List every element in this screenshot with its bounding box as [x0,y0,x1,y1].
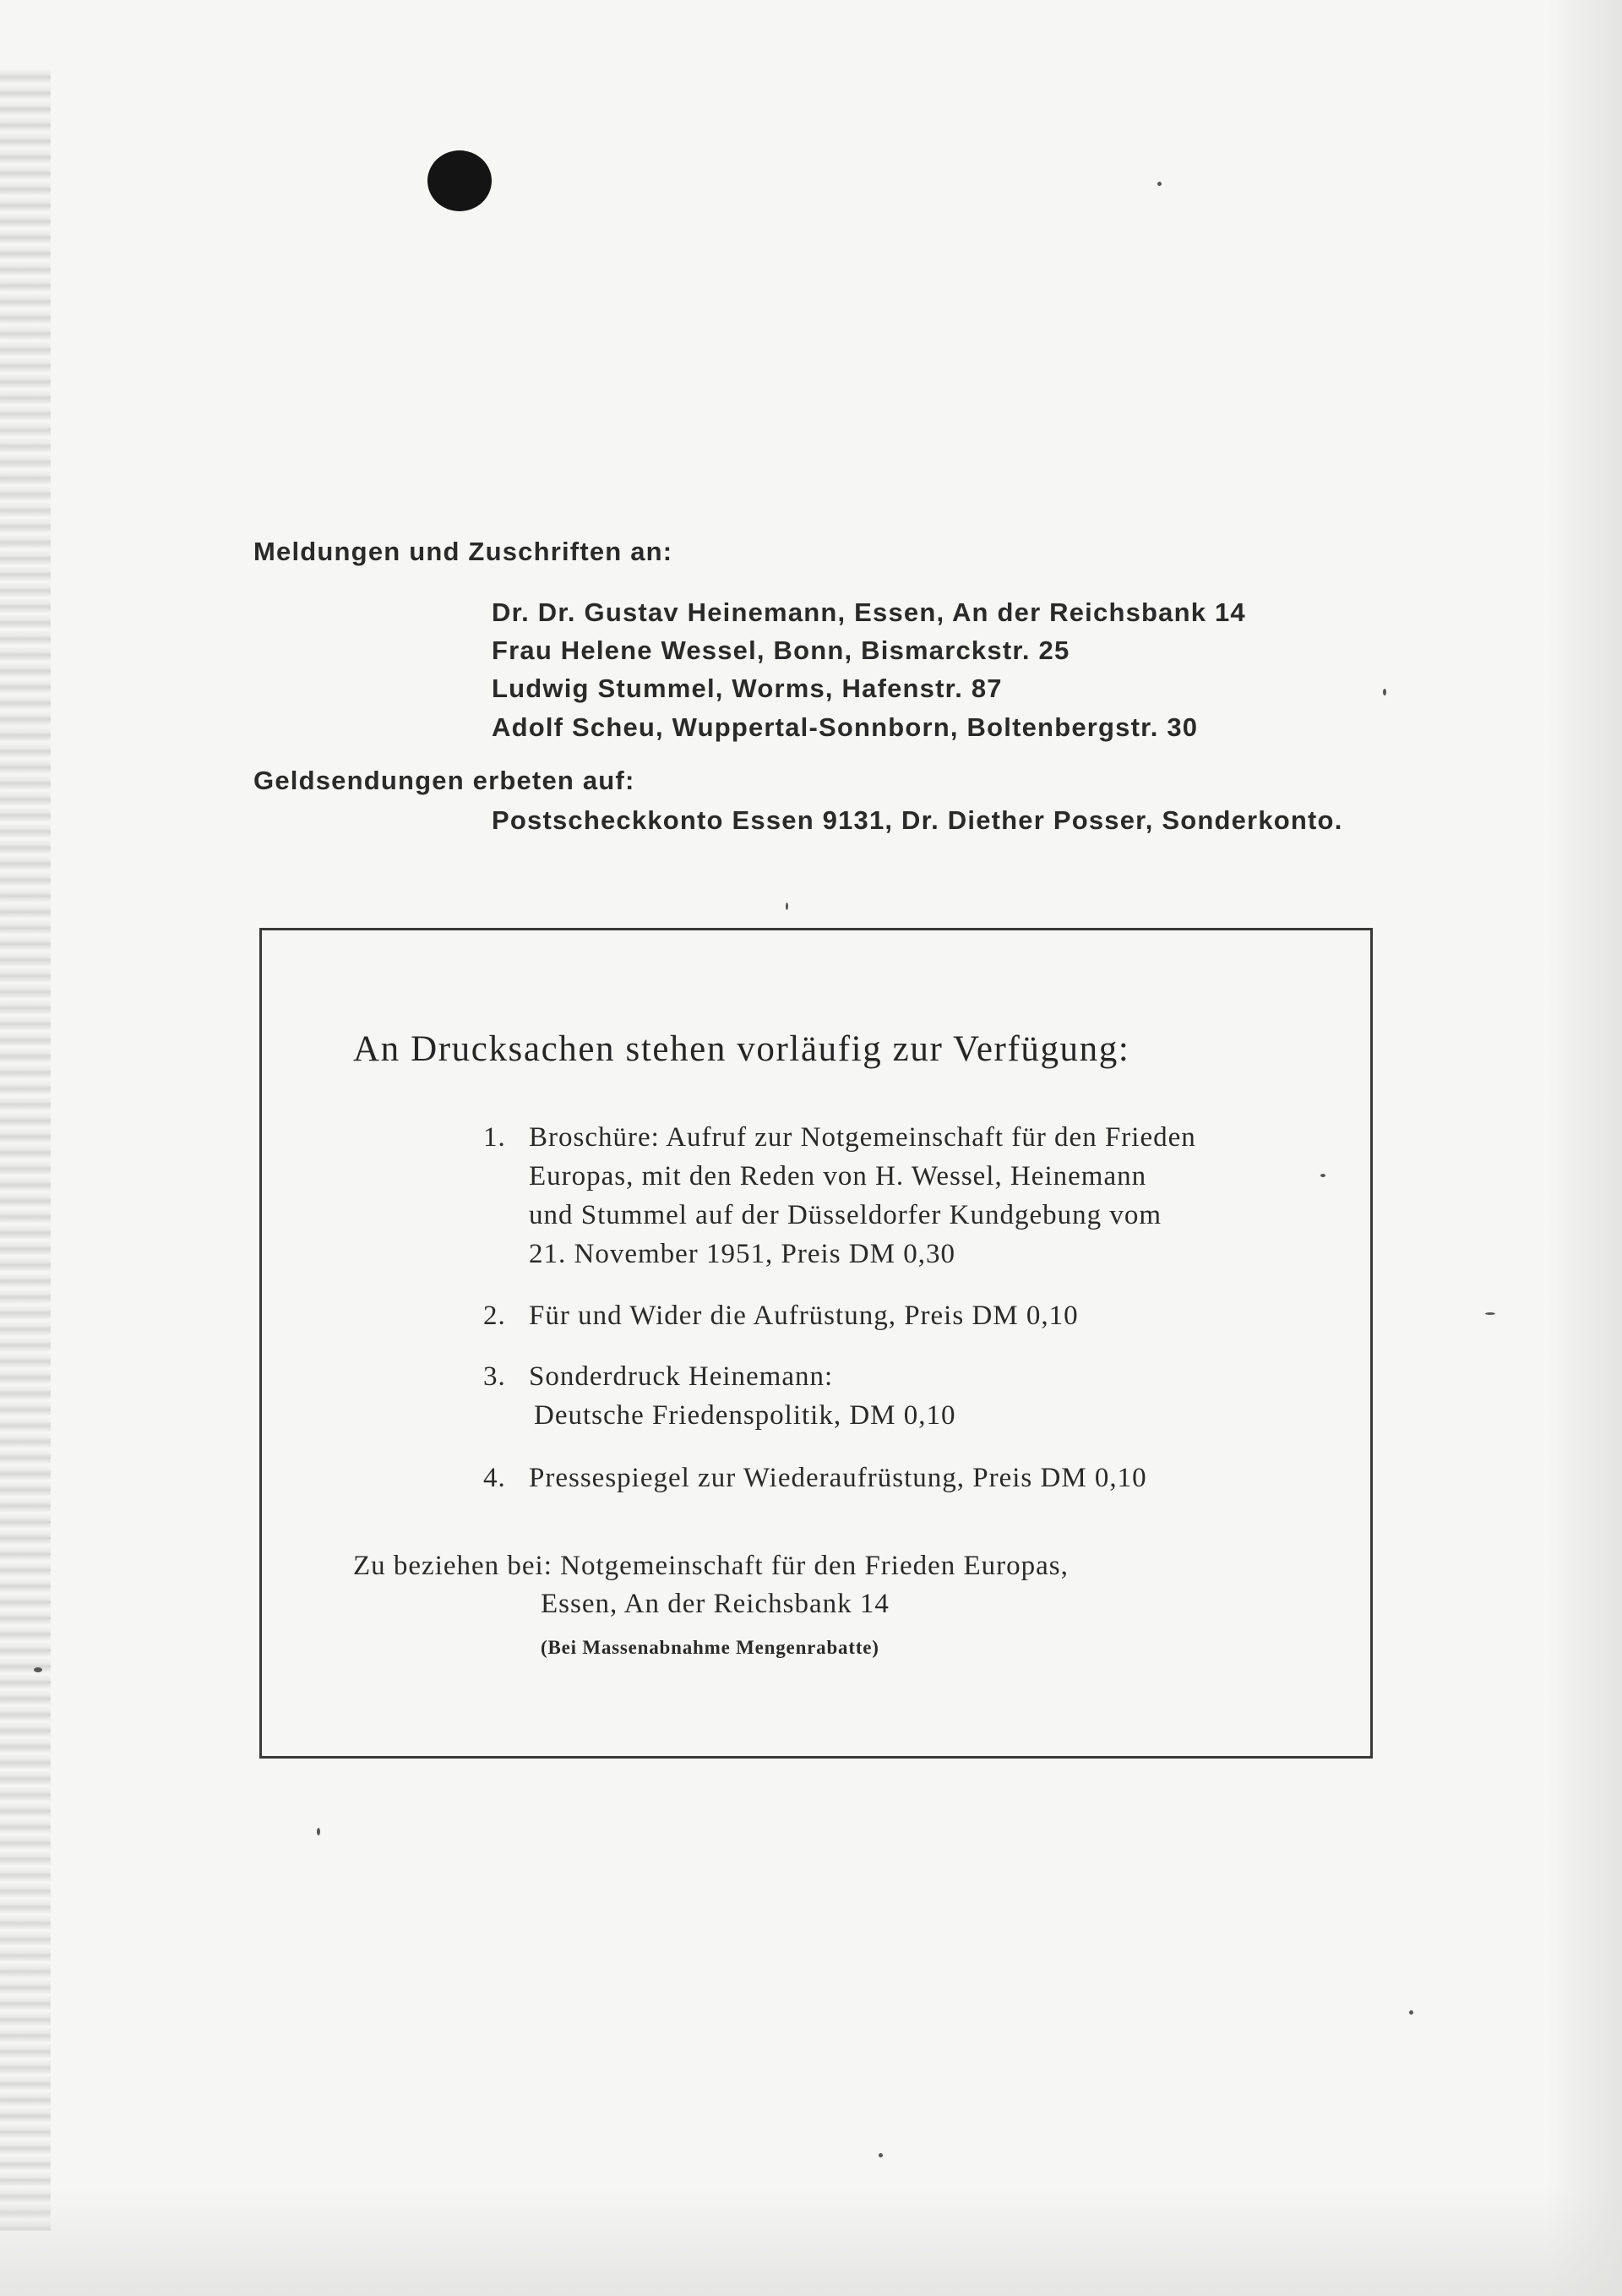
item-text-line: 21. November 1951, Preis DM 0,30 [529,1239,955,1269]
dust-speck [317,1828,320,1835]
contact-address: Ludwig Stummel, Worms, Hafenstr. 87 [492,674,1003,703]
item-text-line: und Stummel auf der Düsseldorfer Kundgebung vom [529,1200,1162,1230]
item-number: 1. [483,1122,506,1153]
item-text-line: Für und Wider die Aufrüstung, Preis DM 0,10 [529,1301,1079,1331]
order-address: Essen, An der Reichsbank 14 [541,1589,890,1619]
contact-address: Frau Helene Wessel, Bonn, Bismarckstr. 25 [492,635,1070,665]
punch-hole [427,150,492,211]
dust-speck [1157,182,1162,186]
item-text [529,1296,1079,1335]
dust-speck [879,2153,883,2157]
item-text [529,1118,1196,1273]
scan-edge-shadow-bottom [0,2186,1622,2296]
item-number: 3. [483,1361,506,1392]
scan-edge-shadow-left [0,68,51,2231]
dust-speck [1383,689,1386,695]
contact-address: Dr. Dr. Gustav Heinemann, Essen, An der Reichsbank 14 [492,597,1246,627]
item-text-line: Broschüre: Aufruf zur Notgemeinschaft für den Frieden [529,1122,1196,1153]
dust-speck [1409,2010,1413,2015]
item-text-line: Deutsche Friedenspolitik, DM 0,10 [534,1400,956,1431]
dust-speck [786,903,788,910]
dust-speck [34,1667,42,1672]
dust-speck [1485,1312,1495,1315]
scan-edge-shadow-right [1546,0,1622,2296]
contact-address: Adolf Scheu, Wuppertal-Sonnborn, Boltenbergstr. 30 [492,712,1199,742]
item-text [529,1357,956,1435]
order-note: (Bei Massenabnahme Mengenrabatte) [541,1637,879,1658]
order-info [353,1547,1069,1658]
item-text-line: Europas, mit den Reden von H. Wessel, Heinemann [529,1161,1147,1192]
publications-box [259,928,1373,1759]
item-number: 2. [483,1301,506,1331]
order-line: Zu beziehen bei: Notgemeinschaft für den Frieden Europas, [353,1551,1069,1581]
item-number: 4. [483,1463,506,1493]
publications-title: An Drucksachen stehen vorläufig zur Verfügung: [353,1029,1130,1069]
item-text-line: Sonderdruck Heinemann: [529,1361,834,1392]
donations-heading: Geldsendungen erbeten auf: [253,766,635,795]
item-text-line: Pressespiegel zur Wiederaufrüstung, Preis DM 0,10 [529,1463,1147,1493]
donations-account: Postscheckkonto Essen 9131, Dr. Diether Posser, Sonderkonto. [492,805,1343,835]
item-text [529,1459,1147,1497]
contact-heading: Meldungen und Zuschriften an: [253,537,673,566]
